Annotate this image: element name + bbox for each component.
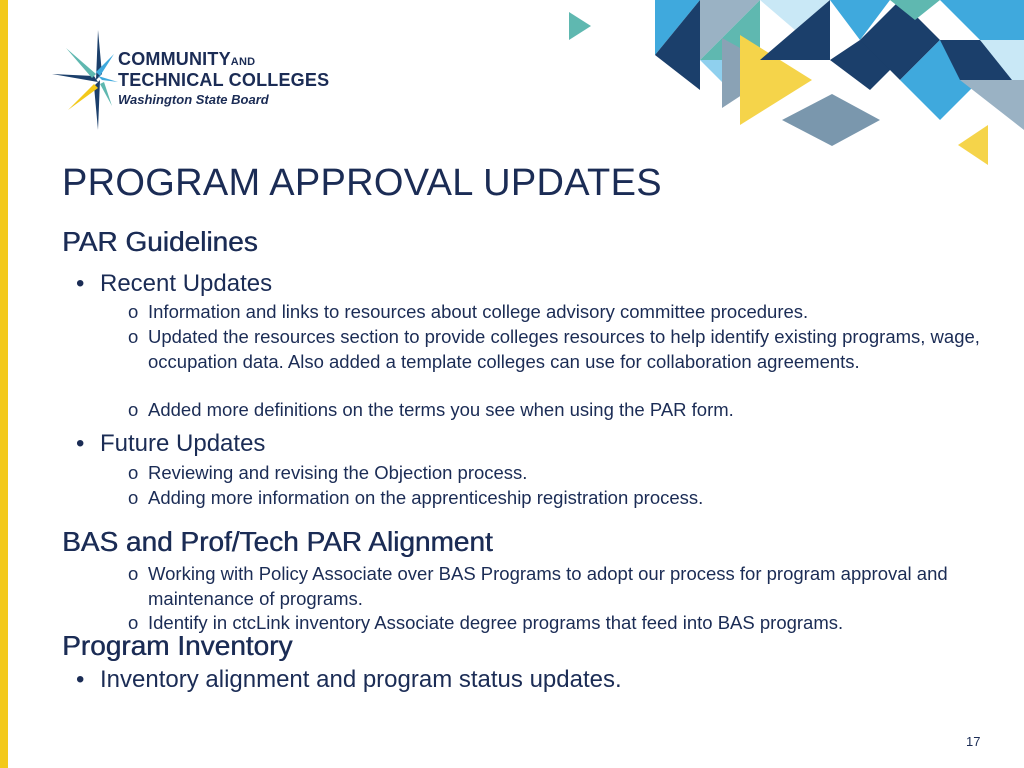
slide-title: PROGRAM APPROVAL UPDATES <box>62 162 662 204</box>
college-board-logo <box>48 30 348 130</box>
sub-item <box>128 300 988 325</box>
sub-item <box>128 486 988 511</box>
sub-item-text: Reviewing and revising the Objection process. <box>148 462 528 483</box>
bullet-dot: • <box>76 270 85 297</box>
shape-slate-diamond <box>782 94 880 146</box>
sub-bullet-marker: o <box>128 301 139 322</box>
bullet-inventory-alignment <box>76 666 622 694</box>
sub-item-text: Identify in ctcLink inventory Associate degree programs that feed into BAS programs. <box>148 612 844 633</box>
sub-bullet-marker: o <box>128 462 139 483</box>
section-heading-bas-alignment: BAS and Prof/Tech PAR Alignment <box>62 526 493 557</box>
logo-line-community: COMMUNITYAND <box>118 49 256 69</box>
sub-bullet-marker: o <box>128 612 139 633</box>
small-teal-triangle <box>569 12 591 40</box>
bullet-label: Future Updates <box>100 430 266 457</box>
logo-and: AND <box>230 56 256 68</box>
sub-item-text: Added more definitions on the terms you see when using the PAR form. <box>148 399 734 420</box>
logo-line-technical-colleges: TECHNICAL COLLEGES <box>118 70 330 90</box>
section-heading-program-inventory: Program Inventory <box>62 630 293 661</box>
sub-bullet-marker: o <box>128 487 139 508</box>
sub-bullet-marker: o <box>128 399 139 420</box>
sub-item <box>128 325 988 374</box>
sub-item-text: Information and links to resources about college advisory committee procedures. <box>148 301 809 322</box>
shape-sky-5 <box>940 0 1024 40</box>
sub-item-text: Adding more information on the apprenticeship registration process. <box>148 487 704 508</box>
bullet-dot: • <box>76 430 85 457</box>
shape-yellow-2 <box>958 125 988 165</box>
sub-bullet-marker: o <box>128 563 139 584</box>
bullet-future-updates <box>76 430 265 458</box>
section-heading-par-guidelines: PAR Guidelines <box>62 226 258 257</box>
page-number: 17 <box>966 734 981 749</box>
bullet-label: Inventory alignment and program status updates. <box>100 666 622 693</box>
sub-item <box>128 461 988 486</box>
bullet-dot: • <box>76 666 85 693</box>
bullet-label: Recent Updates <box>100 270 273 297</box>
logo-wordmark <box>118 50 329 106</box>
bullet-recent-updates <box>76 270 272 298</box>
logo-line-state-board: Washington State Board <box>118 92 269 107</box>
compass-star-icon <box>48 30 118 130</box>
sub-bullet-marker: o <box>128 326 139 347</box>
sub-item <box>128 398 988 423</box>
sub-item-text: Updated the resources section to provide colleges resources to help identify existing programs, wage, occupation data. Also added a template colleges can use for collaboration agreements. <box>148 326 980 372</box>
sub-item-text: Working with Policy Associate over BAS Programs to adopt our process for program approval and maintenance of programs. <box>148 563 948 609</box>
sub-item <box>128 562 988 611</box>
